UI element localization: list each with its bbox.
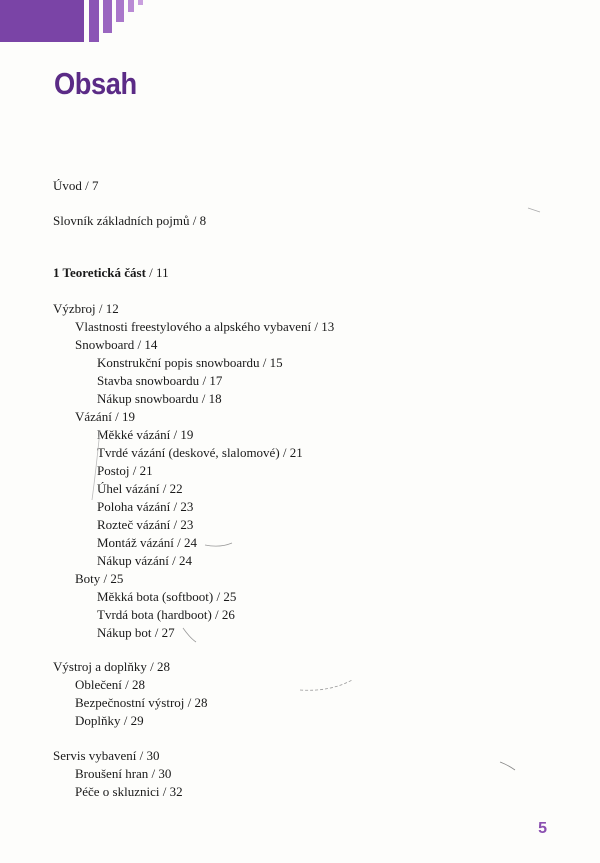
toc-entry-page: 28 — [194, 695, 208, 710]
toc-entry-title: Tvrdá bota (hardboot) — [97, 607, 212, 622]
toc-entry — [97, 517, 193, 533]
toc-entry — [53, 178, 99, 194]
toc-entry-title: Broušení hran — [75, 766, 149, 781]
toc-separator: / — [136, 748, 147, 763]
toc-entry — [75, 766, 171, 782]
toc-entry-page: 28 — [157, 659, 171, 674]
toc-separator: / — [145, 265, 157, 280]
toc-entry — [53, 659, 170, 675]
toc-entry — [75, 319, 334, 335]
toc-entry — [53, 301, 119, 317]
toc-separator: / — [159, 784, 170, 799]
toc-separator: / — [198, 391, 209, 406]
toc-entry-page: 19 — [121, 409, 135, 424]
toc-entry-title: Nákup vázání — [97, 553, 169, 568]
toc-entry-page: 24 — [184, 535, 198, 550]
toc-separator: / — [189, 213, 200, 228]
toc-separator: / — [111, 409, 122, 424]
toc-entry-page: 32 — [169, 784, 183, 799]
toc-entry-title: Tvrdé vázání (deskové, slalomové) — [97, 445, 280, 460]
toc-separator: / — [134, 337, 145, 352]
toc-entry-page: 22 — [169, 481, 183, 496]
toc-entry — [97, 373, 222, 389]
toc-entry-page: 30 — [158, 766, 172, 781]
toc-entry-title: Úhel vázání — [97, 481, 160, 496]
toc-separator: / — [81, 178, 93, 193]
page-number: 5 — [538, 820, 547, 837]
toc-separator: / — [151, 625, 162, 640]
toc-entry-title: Doplňky — [75, 713, 121, 728]
toc-entry-title: Vázání — [75, 409, 112, 424]
toc-entry-page: 28 — [132, 677, 146, 692]
toc-separator: / — [159, 481, 170, 496]
toc-entry-title: Boty — [75, 571, 101, 586]
toc-entry-page: 19 — [180, 427, 194, 442]
toc-entry-page: 23 — [180, 517, 194, 532]
toc-entry-page: 11 — [156, 265, 169, 280]
toc-entry-page: 7 — [92, 178, 99, 193]
toc-entry-title: Bezpečnostní výstroj — [75, 695, 185, 710]
toc-entry-title: Výstroj a doplňky — [53, 659, 147, 674]
toc-entry-page: 12 — [105, 301, 119, 316]
page-title: Obsah — [54, 66, 137, 101]
toc-separator: / — [146, 659, 158, 674]
toc-entry — [97, 391, 222, 407]
toc-entry-page: 30 — [146, 748, 160, 763]
toc-separator: / — [213, 589, 224, 604]
toc-entry-title: Měkká bota (softboot) — [97, 589, 214, 604]
toc-separator: / — [95, 301, 106, 316]
toc-entry — [75, 695, 208, 711]
toc-entry-title: Servis vybavení — [53, 748, 137, 763]
toc-separator: / — [170, 499, 181, 514]
toc-entry-title: Rozteč vázání — [97, 517, 171, 532]
toc-entry-title: Výzbroj — [53, 301, 96, 316]
toc-entry-title: Snowboard — [75, 337, 135, 352]
toc-entry — [97, 463, 153, 479]
toc-entry — [53, 265, 169, 281]
toc-entry-page: 8 — [199, 213, 207, 228]
toc-entry-title: 1 Teoretická část — [53, 265, 146, 280]
toc-entry — [97, 607, 235, 623]
toc-entry-page: 18 — [208, 391, 222, 406]
toc-entry-title: Nákup snowboardu — [97, 391, 199, 406]
toc-entry-title: Úvod — [53, 178, 82, 193]
toc-entry-title: Montáž vázání — [97, 535, 174, 550]
toc-entry-title: Stavba snowboardu — [97, 373, 200, 388]
toc-entry-page: 17 — [209, 373, 223, 388]
toc-entry-page: 14 — [144, 337, 158, 352]
toc-entry-page: 21 — [289, 445, 303, 460]
toc-entry — [53, 213, 206, 229]
toc-entry — [97, 445, 303, 461]
toc-entry — [97, 625, 175, 641]
toc-entry-page: 24 — [178, 553, 192, 568]
toc-separator: / — [279, 445, 290, 460]
toc-entry — [75, 677, 145, 693]
toc-entry-page: 26 — [221, 607, 235, 622]
toc-entry — [97, 481, 183, 497]
toc-entry-page: 27 — [161, 625, 175, 640]
toc-entry-page: 29 — [130, 713, 144, 728]
toc-entry — [97, 535, 197, 551]
toc-separator: / — [170, 427, 181, 442]
toc-entry-title: Oblečení — [75, 677, 122, 692]
toc-separator: / — [259, 355, 270, 370]
toc-entry-title: Postoj — [97, 463, 130, 478]
toc-separator: / — [311, 319, 322, 334]
toc-entry-title: Měkké vázání — [97, 427, 171, 442]
toc-entry-page: 25 — [110, 571, 124, 586]
toc-separator: / — [121, 677, 133, 692]
toc-entry-title: Péče o skluznici — [75, 784, 160, 799]
toc-entry-title: Nákup bot — [97, 625, 152, 640]
toc-entry-page: 13 — [321, 319, 335, 334]
toc-separator: / — [184, 695, 195, 710]
toc-entry-title: Poloha vázání — [97, 499, 171, 514]
toc-entry — [97, 427, 193, 443]
toc-separator: / — [148, 766, 159, 781]
toc-separator: / — [211, 607, 222, 622]
toc-entry — [97, 355, 283, 371]
toc-separator: / — [173, 535, 185, 550]
toc-entry — [75, 337, 157, 353]
toc-entry-title: Vlastnosti freestylového a alpského vybavení — [75, 319, 312, 334]
toc-entry — [75, 571, 123, 587]
toc-entry — [97, 553, 192, 569]
toc-entry-title: Slovník základních pojmů — [53, 213, 190, 228]
toc-separator: / — [129, 463, 140, 478]
toc-entry-page: 15 — [269, 355, 283, 370]
toc-separator: / — [199, 373, 210, 388]
toc-separator: / — [120, 713, 131, 728]
toc-entry — [75, 409, 135, 425]
toc-entry — [97, 589, 236, 605]
toc-entry — [97, 499, 193, 515]
toc-separator: / — [168, 553, 179, 568]
toc-entry — [75, 784, 183, 800]
toc-separator: / — [170, 517, 181, 532]
toc-entry-page: 25 — [223, 589, 237, 604]
toc-entry-page: 23 — [180, 499, 194, 514]
toc-entry — [53, 748, 160, 764]
toc-entry — [75, 713, 144, 729]
toc-entry-page: 21 — [139, 463, 153, 478]
toc-separator: / — [100, 571, 111, 586]
toc-entry-title: Konstrukční popis snowboardu — [97, 355, 260, 370]
